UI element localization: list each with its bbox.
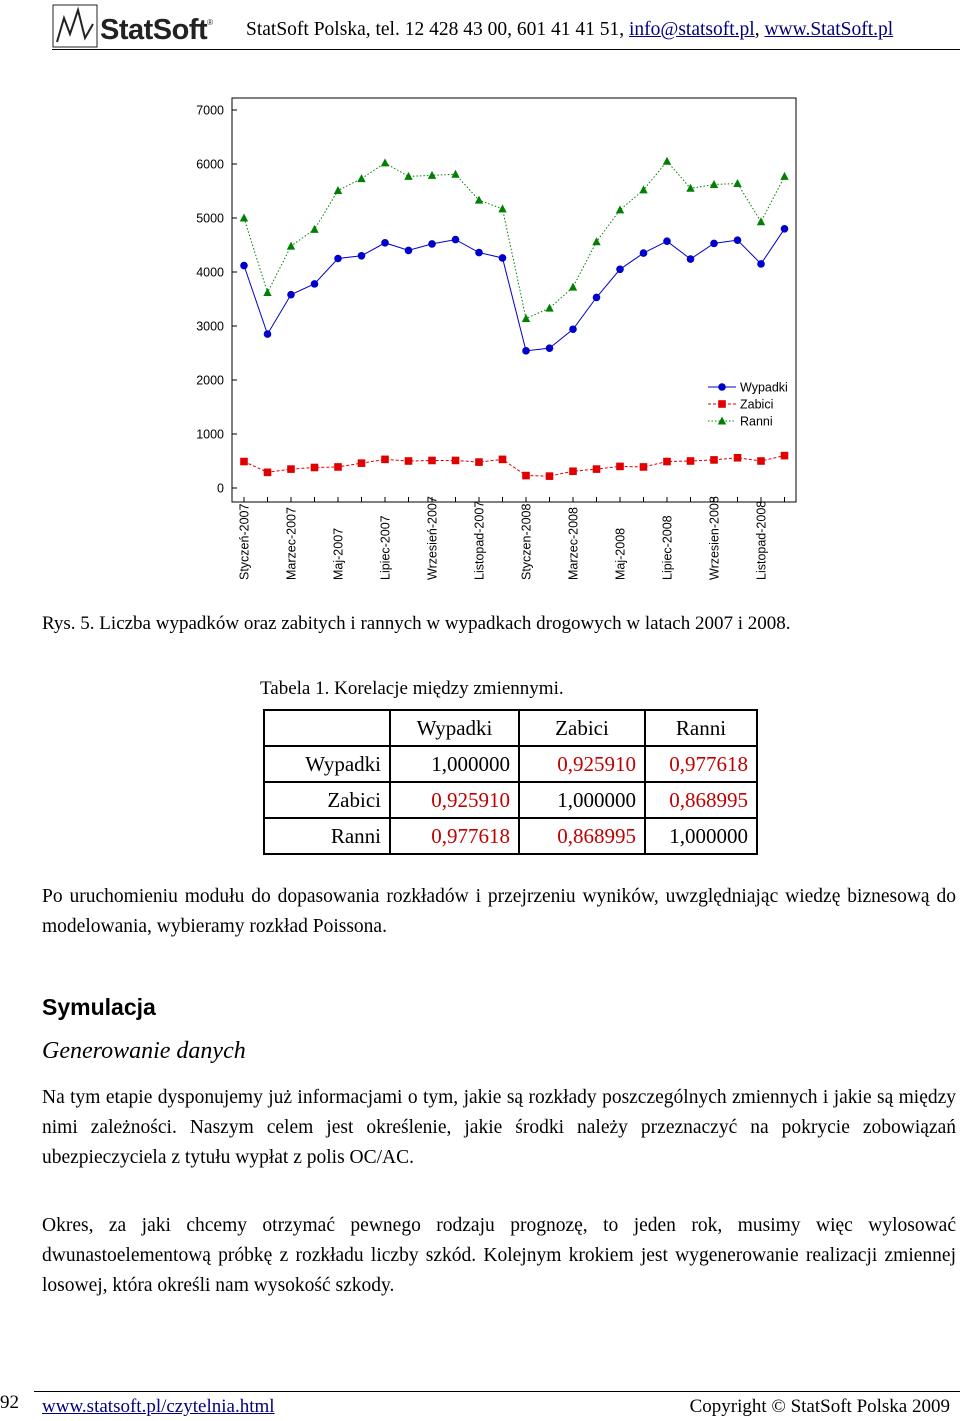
data-point [381, 158, 389, 166]
data-point [357, 174, 365, 182]
footer-copyright: Copyright © StatSoft Polska 2009 [689, 1396, 950, 1417]
footer-link[interactable]: www.statsoft.pl/czytelnia.html [42, 1396, 275, 1417]
data-point [334, 186, 342, 194]
data-point [428, 240, 436, 248]
series-ranni [240, 157, 789, 322]
correlation-table [263, 709, 758, 855]
y-tick-label: 1000 [196, 427, 224, 442]
x-tick-label: Listopad-2007 [472, 500, 487, 580]
data-point [381, 456, 389, 464]
data-point [663, 458, 671, 466]
x-tick-label: Marzec-2008 [566, 507, 581, 580]
table-cell: 0,925910 [519, 746, 645, 782]
data-point [734, 454, 742, 462]
data-point [287, 465, 295, 473]
data-point [780, 172, 788, 180]
row-header: Zabici [264, 782, 390, 818]
data-point [710, 240, 718, 248]
data-point [663, 237, 671, 245]
y-tick-label: 7000 [196, 103, 224, 118]
data-point [240, 262, 248, 270]
data-point [733, 179, 741, 187]
paragraph: Okres, za jaki chcemy otrzymać pewnego rodzaju prognozę, to jeden rok, musimy więc wylosować dwunastoelementową próbkę z rozkładu liczby szkód. Kolejnym krokiem jest wygenerowanie realizacji zmiennej losowej, która określi nam wysokość szkody. [42, 1215, 956, 1296]
x-tick-label: Wrzesień-2007 [425, 496, 440, 580]
subsection-heading: Generowanie danych [42, 1038, 246, 1064]
plot-frame [232, 98, 796, 502]
data-point [616, 205, 624, 213]
legend-item [708, 381, 788, 395]
series-line [244, 456, 785, 477]
table-cell: 0,868995 [645, 782, 757, 818]
series-line [244, 229, 785, 351]
y-tick-label: 5000 [196, 211, 224, 226]
data-point [593, 465, 601, 473]
data-point [499, 456, 507, 464]
table-row [264, 818, 757, 854]
data-point [452, 236, 460, 244]
series-layer [240, 157, 789, 480]
data-point [569, 325, 577, 333]
data-point [522, 314, 530, 322]
data-point [710, 456, 718, 464]
data-point [546, 472, 554, 480]
data-point [381, 239, 389, 247]
section-heading: Symulacja [42, 994, 156, 1020]
data-point [569, 467, 577, 475]
legend-marker [718, 400, 726, 408]
data-point [475, 458, 483, 466]
data-point [569, 283, 577, 291]
data-point [710, 180, 718, 188]
data-point [451, 170, 459, 178]
x-tick-label: Lipiec-2008 [660, 515, 675, 580]
data-point [428, 457, 436, 465]
data-point [781, 452, 789, 460]
data-point [757, 260, 765, 268]
paragraph: Na tym etapie dysponujemy już informacjami o tym, jakie są rozkłady poszczególnych zmiennych i jakie są między nimi zależności. Naszym celem jest określenie, jakie środki należy przeznaczyć na pokrycie zobowiązań ubezpieczyciela z tytułu wypłat z polis OC/AC. [42, 1087, 956, 1168]
table-cell: 1,000000 [645, 818, 757, 854]
data-point [358, 459, 366, 467]
table-cell: 0,925910 [390, 782, 519, 818]
data-point [452, 457, 460, 465]
x-tick-label: Styczen-2008 [519, 503, 534, 580]
data-point [311, 464, 319, 472]
paragraph: Po uruchomieniu modułu do dopasowania rozkładów i przejrzeniu wyników, uwzględniając wiedzę biznesową do modelowania, wybieramy rozkład Poissona. [42, 886, 956, 937]
data-point [240, 458, 248, 466]
data-point [263, 288, 271, 296]
column-header: Wypadki [390, 710, 519, 746]
data-point [310, 225, 318, 233]
data-point [757, 457, 765, 465]
data-point [240, 214, 248, 222]
x-tick-label: Listopad-2008 [754, 500, 769, 580]
email-link[interactable]: info@statsoft.pl [628, 19, 755, 40]
table-row [264, 782, 757, 818]
legend-label: Zabici [740, 397, 774, 412]
x-tick-label: Marzec-2007 [284, 507, 299, 580]
data-point [404, 172, 412, 180]
statsoft-logo-icon [52, 4, 98, 48]
data-point [663, 157, 671, 165]
y-tick-label: 6000 [196, 157, 224, 172]
y-axis [196, 104, 237, 496]
series-line [244, 161, 785, 318]
table-cell: 1,000000 [519, 782, 645, 818]
data-point [311, 280, 319, 288]
data-point [522, 347, 530, 355]
column-header: Zabici [519, 710, 645, 746]
data-point [499, 254, 507, 262]
y-tick-label: 3000 [196, 319, 224, 334]
table-corner-cell [264, 710, 390, 746]
header-divider [52, 49, 960, 50]
data-point [687, 457, 695, 465]
y-tick-label: 0 [217, 481, 224, 496]
figure-caption: Rys. 5. Liczba wypadków oraz zabitych i rannych w wypadkach drogowych w latach 2007 i 2008. [42, 613, 791, 634]
data-point [616, 266, 624, 274]
x-tick-label: Styczeń-2007 [237, 503, 252, 580]
data-point [405, 247, 413, 255]
data-point [264, 330, 272, 338]
company-info: StatSoft Polska, tel. 12 428 43 00, 601 41 41 51, [246, 19, 625, 40]
data-point [405, 457, 413, 465]
y-tick-label: 4000 [196, 265, 224, 280]
data-point [545, 304, 553, 312]
table-caption: Tabela 1. Korelacje między zmiennymi. [260, 678, 564, 699]
data-point [640, 249, 648, 257]
data-point [475, 249, 483, 257]
data-point [334, 255, 342, 263]
column-header: Ranni [645, 710, 757, 746]
table-cell: 1,000000 [390, 746, 519, 782]
x-tick-label: Maj-2007 [331, 527, 346, 580]
x-tick-label: Lipiec-2007 [378, 515, 393, 580]
data-point [358, 252, 366, 260]
accidents-line-chart [0, 58, 960, 598]
data-point [757, 217, 765, 225]
data-point [522, 472, 530, 480]
legend-label: Ranni [740, 414, 773, 429]
data-point [616, 463, 624, 471]
data-point [475, 196, 483, 204]
data-point [498, 204, 506, 212]
x-axis [238, 496, 785, 580]
legend-item [708, 415, 773, 429]
data-point [334, 463, 342, 471]
y-tick-label: 2000 [196, 373, 224, 388]
website-link[interactable]: www.StatSoft.pl [764, 19, 894, 40]
data-point [287, 242, 295, 250]
legend-item [708, 398, 773, 412]
table-cell: 0,868995 [519, 818, 645, 854]
data-point [781, 225, 789, 233]
chart-legend [708, 381, 788, 429]
data-point [546, 344, 554, 352]
data-point [639, 185, 647, 193]
data-point [287, 291, 295, 299]
row-header: Wypadki [264, 746, 390, 782]
legend-marker [718, 383, 726, 391]
x-tick-label: Maj-2008 [613, 527, 628, 580]
legend-label: Wypadki [740, 380, 788, 395]
series-zabici [240, 452, 788, 480]
x-tick-label: Wrzesien-2008 [707, 496, 722, 580]
data-point [640, 463, 648, 471]
header-contact: StatSoft Polska, tel. 12 428 43 00, 601 41 41 51, info@statsoft.pl, www.StatSoft.pl [246, 19, 894, 40]
data-point [592, 237, 600, 245]
data-point [734, 236, 742, 244]
data-point [593, 294, 601, 302]
data-point [264, 469, 272, 477]
table-cell: 0,977618 [390, 818, 519, 854]
table-cell: 0,977618 [645, 746, 757, 782]
series-wypadki [240, 225, 788, 355]
page-number: 92 [0, 1392, 19, 1413]
table-header-row [264, 710, 757, 746]
table-row [264, 746, 757, 782]
logo-text: StatSoft® [100, 14, 213, 46]
data-point [687, 255, 695, 263]
row-header: Ranni [264, 818, 390, 854]
footer-divider [34, 1391, 960, 1392]
